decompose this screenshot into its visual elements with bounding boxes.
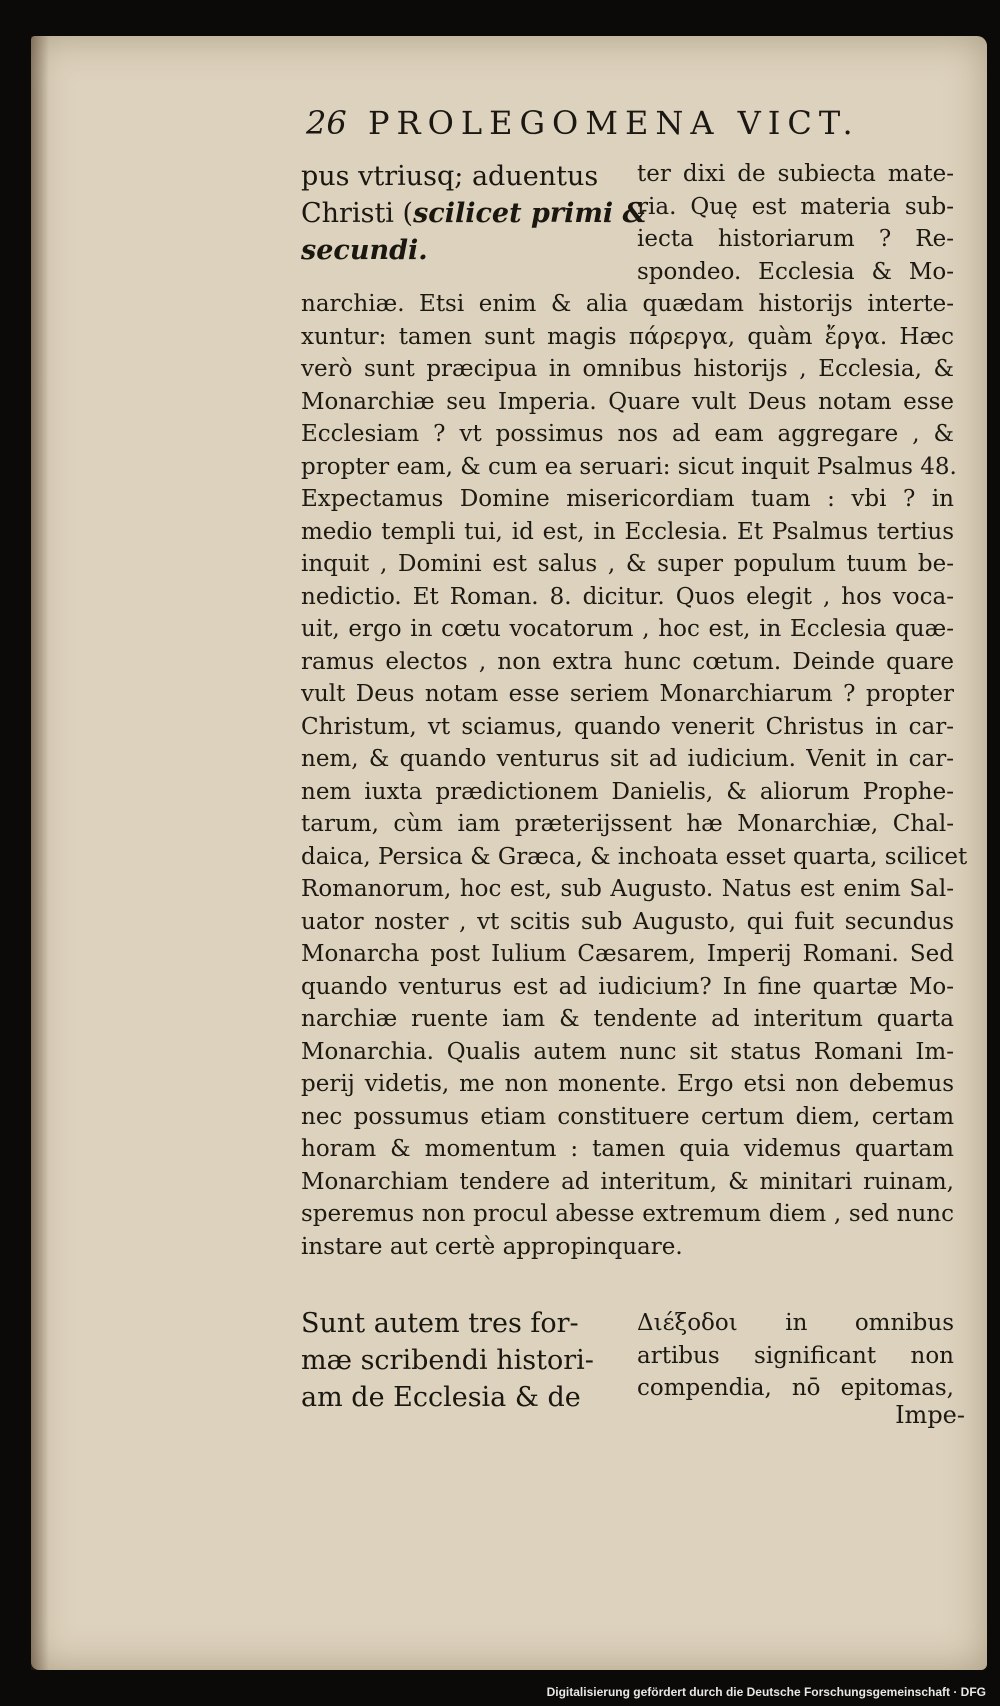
side-column-top-left bbox=[301, 158, 647, 269]
text-line: medio templi tui, id est, in Ecclesia. Et Psalmus tertius bbox=[301, 518, 954, 545]
text-line: inquit , Domini est salus , & super populum tuum be- bbox=[301, 551, 954, 577]
text-line: ria. Quę est materia sub- bbox=[637, 193, 954, 220]
side-column-bottom-right bbox=[637, 1307, 954, 1405]
running-title: PROLEGOMENA VICT. bbox=[368, 104, 860, 142]
digitization-credit: Digitalisierung gefördert durch die Deutsche Forschungsgemeinschaft · DFG bbox=[546, 1685, 986, 1699]
text-line: nec possumus etiam constituere certum diem, certam bbox=[301, 1103, 954, 1130]
text-line: narchiæ. Etsi enim & alia quædam historijs interte- bbox=[301, 291, 954, 317]
text-line: compendia, nō epitomas, bbox=[637, 1375, 954, 1401]
text-line: vult Deus notam esse seriem Monarchiarum ? propter bbox=[301, 681, 954, 707]
text-line: Sunt autem tres for- bbox=[301, 1308, 579, 1339]
text-line: Monarchiam tendere ad interitum, & minitari ruinam, bbox=[301, 1168, 954, 1195]
text-line: Romanorum, hoc est, sub Augusto. Natus est enim Sal- bbox=[301, 876, 954, 902]
text-line: spondeo. Ecclesia & Mo- bbox=[637, 258, 954, 285]
text-line: Christi (scilicet primi & bbox=[301, 198, 647, 229]
text-line: xuntur: tamen sunt magis πάρεργα, quàm ἔργα. Hæc bbox=[301, 323, 954, 350]
text-line: pus vtriusq; aduentus bbox=[301, 161, 599, 192]
side-column-top-right bbox=[637, 158, 954, 288]
text-line: speremus non procul abesse extremum diem , sed nunc bbox=[301, 1201, 954, 1227]
text-line: perij videtis, me non monente. Ergo etsi non debemus bbox=[301, 1071, 954, 1097]
text-line: ter dixi de subiecta mate- bbox=[637, 161, 954, 187]
text-line: tarum, cùm iam præterijssent hæ Monarchiæ, Chal- bbox=[301, 811, 954, 837]
text-line: uit, ergo in cœtu vocatorum , hoc est, in Ecclesia quæ- bbox=[301, 616, 954, 642]
page-gutter-shadow bbox=[31, 36, 49, 1670]
text-line: Monarchiæ seu Imperia. Quare vult Deus notam esse bbox=[301, 388, 954, 415]
text-line: Christum, vt sciamus, quando venerit Christus in car- bbox=[301, 713, 954, 740]
text-line: mæ scribendi histori- bbox=[301, 1345, 594, 1376]
text-line: artibus significant non bbox=[637, 1342, 954, 1369]
text-line: Διέξοδοι in omnibus bbox=[637, 1310, 954, 1336]
text-line: narchiæ ruente iam & tendente ad interitum quarta bbox=[301, 1006, 954, 1032]
text-line: horam & momentum : tamen quia videmus quartam bbox=[301, 1136, 954, 1162]
text-line: nem iuxta prædictionem Danielis, & aliorum Prophe- bbox=[301, 778, 954, 805]
text-line: quando venturus est ad iudicium? In fine quartæ Mo- bbox=[301, 973, 954, 1000]
text-line: Monarchia. Qualis autem nunc sit status Romani Im- bbox=[301, 1038, 954, 1065]
text-line: Ecclesiam ? vt possimus nos ad eam aggregare , & bbox=[301, 421, 954, 447]
text-line: iecta historiarum ? Re- bbox=[637, 226, 954, 252]
side-column-bottom-left bbox=[301, 1305, 603, 1416]
text-line: nem, & quando venturus sit ad iudicium. Venit in car- bbox=[301, 746, 954, 772]
text-line: Expectamus Domine misericordiam tuam : vbi ? in bbox=[301, 486, 954, 512]
text-line: verò sunt præcipua in omnibus historijs , Ecclesia, & bbox=[301, 356, 954, 382]
page-header bbox=[306, 104, 896, 150]
text-line: daica, Persica & Græca, & inchoata esset quarta, scilicet bbox=[301, 843, 968, 870]
text-line: uator noster , vt scitis sub Augusto, qui fuit secundus bbox=[301, 908, 954, 935]
text-line: am de Ecclesia & de bbox=[301, 1382, 581, 1413]
text-line: ramus electos , non extra hunc cœtum. Deinde quare bbox=[301, 648, 954, 675]
text-line: propter eam, & cum ea seruari: sicut inquit Psalmus 48. bbox=[301, 453, 957, 480]
text-line: secundi. bbox=[301, 235, 428, 266]
text-line: Monarcha post Iulium Cæsarem, Imperij Romani. Sed bbox=[301, 941, 954, 967]
main-text-block bbox=[301, 288, 968, 1263]
text-line: nedictio. Et Roman. 8. dicitur. Quos elegit , hos voca- bbox=[301, 583, 954, 610]
text-line: instare aut certè appropinquare. bbox=[301, 1233, 683, 1260]
catchword: Impe- bbox=[895, 1401, 965, 1429]
page-number: 26 bbox=[306, 104, 347, 142]
